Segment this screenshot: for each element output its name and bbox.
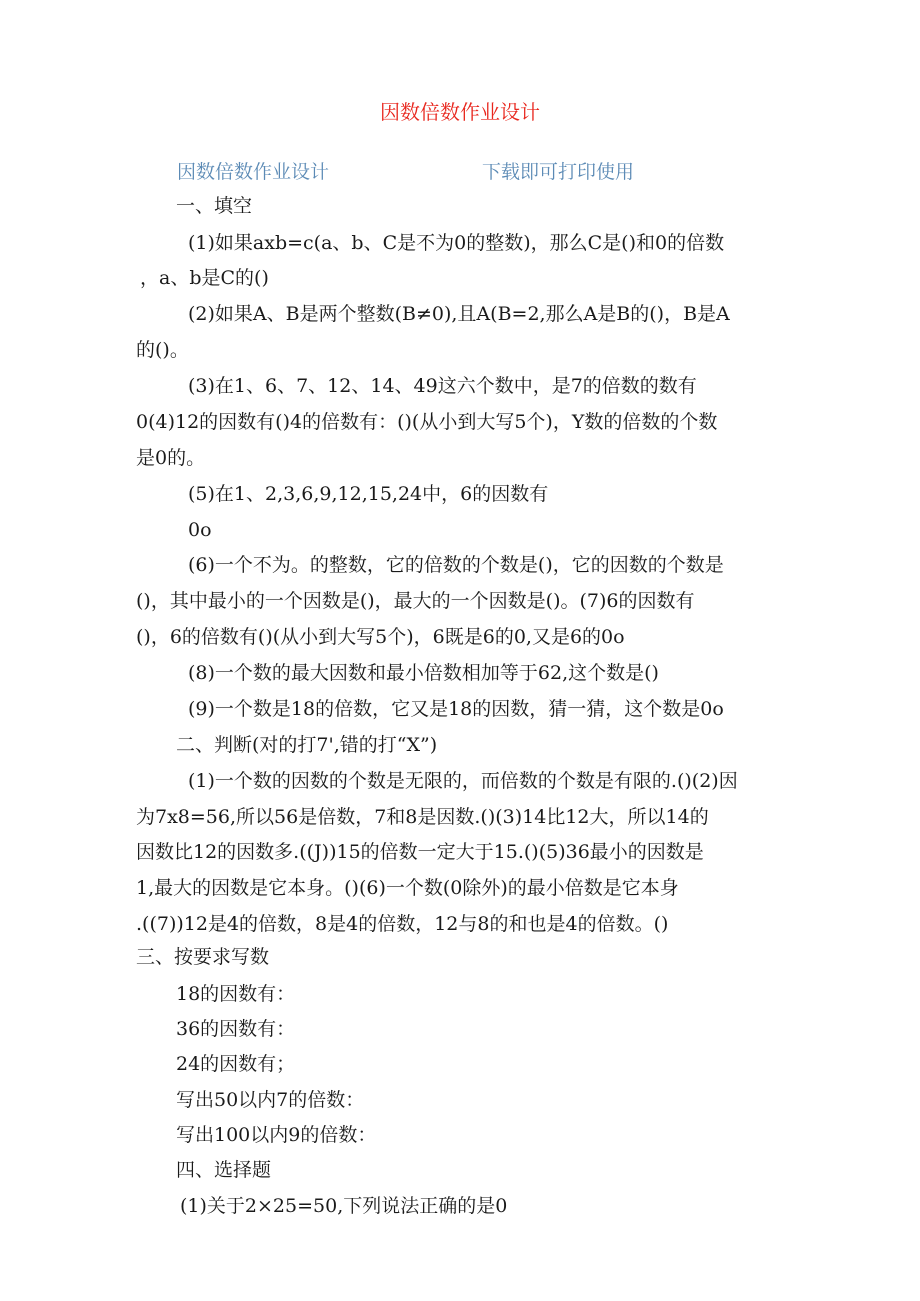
- text-line: (5)在1、2,3,6,9,12,15,24中，6的因数有: [188, 483, 549, 505]
- text-line: (9)一个数是18的倍数，它又是18的因数，猜一猜，这个数是0o: [188, 698, 724, 720]
- text-line: 24的因数有；: [176, 1053, 296, 1075]
- text-line: 为7x8=56,所以56是倍数，7和8是因数.()(3)14比12大，所以14的: [136, 806, 709, 828]
- text-line: ()，6的倍数有()(从小到大写5个)，6既是6的0,又是6的0o: [136, 626, 625, 648]
- text-line: (6)一个不为。的整数，它的倍数的个数是()，它的因数的个数是: [188, 554, 724, 576]
- section-heading-choice: 四、选择题: [176, 1159, 272, 1181]
- text-line: 写出100以内9的倍数：: [176, 1124, 377, 1146]
- text-line: 0(4)12的因数有()4的倍数有：()(从小到大写5个)，Y数的倍数的个数: [136, 411, 718, 433]
- text-line: 的()。: [136, 339, 189, 361]
- text-line: (8)一个数的最大因数和最小倍数相加等于62,这个数是(): [188, 662, 659, 684]
- section-heading-fill-blank: 一、填空: [176, 195, 253, 217]
- subtitle-right: 下载即可打印使用: [482, 161, 635, 183]
- text-line: (1)如果axb=c(a、b、C是不为0的整数)，那么C是()和0的倍数: [188, 232, 725, 254]
- text-line: 18的因数有：: [176, 983, 296, 1005]
- text-line: (1)关于2×25=50,下列说法正确的是0: [180, 1195, 508, 1217]
- text-line: 是0的。: [136, 447, 206, 469]
- document-title: 因数倍数作业设计: [380, 100, 540, 124]
- text-line: .((7))12是4的倍数，8是4的倍数，12与8的和也是4的倍数。(): [136, 913, 669, 935]
- text-line: (1)一个数的因数的个数是无限的，而倍数的个数是有限的.()(2)因: [188, 770, 738, 792]
- text-line: ()，其中最小的一个因数是()，最大的一个因数是()。(7)6的因数有: [136, 590, 695, 612]
- text-line: 0o: [188, 519, 212, 541]
- text-line: 36的因数有：: [176, 1018, 296, 1040]
- text-line: 因数比12的因数多.((J))15的倍数一定大于15.()(5)36最小的因数是: [136, 841, 704, 863]
- text-line: (3)在1、6、7、12、14、49这六个数中，是7的倍数的数有: [188, 375, 697, 397]
- section-heading-judgement: 二、判断(对的打7',错的打“X”): [176, 734, 438, 756]
- text-line: (2)如果A、B是两个整数(B≠0),且A(B=2,那么A是B的()，B是A: [188, 303, 730, 325]
- text-line: 1,最大的因数是它本身。()(6)一个数(0除外)的最小倍数是它本身: [136, 877, 679, 899]
- text-line: ，a、b是C的(): [140, 267, 269, 289]
- subtitle-left: 因数倍数作业设计: [177, 161, 330, 183]
- text-line: 写出50以内7的倍数：: [176, 1089, 365, 1111]
- section-heading-write-numbers: 三、按要求写数: [136, 946, 270, 968]
